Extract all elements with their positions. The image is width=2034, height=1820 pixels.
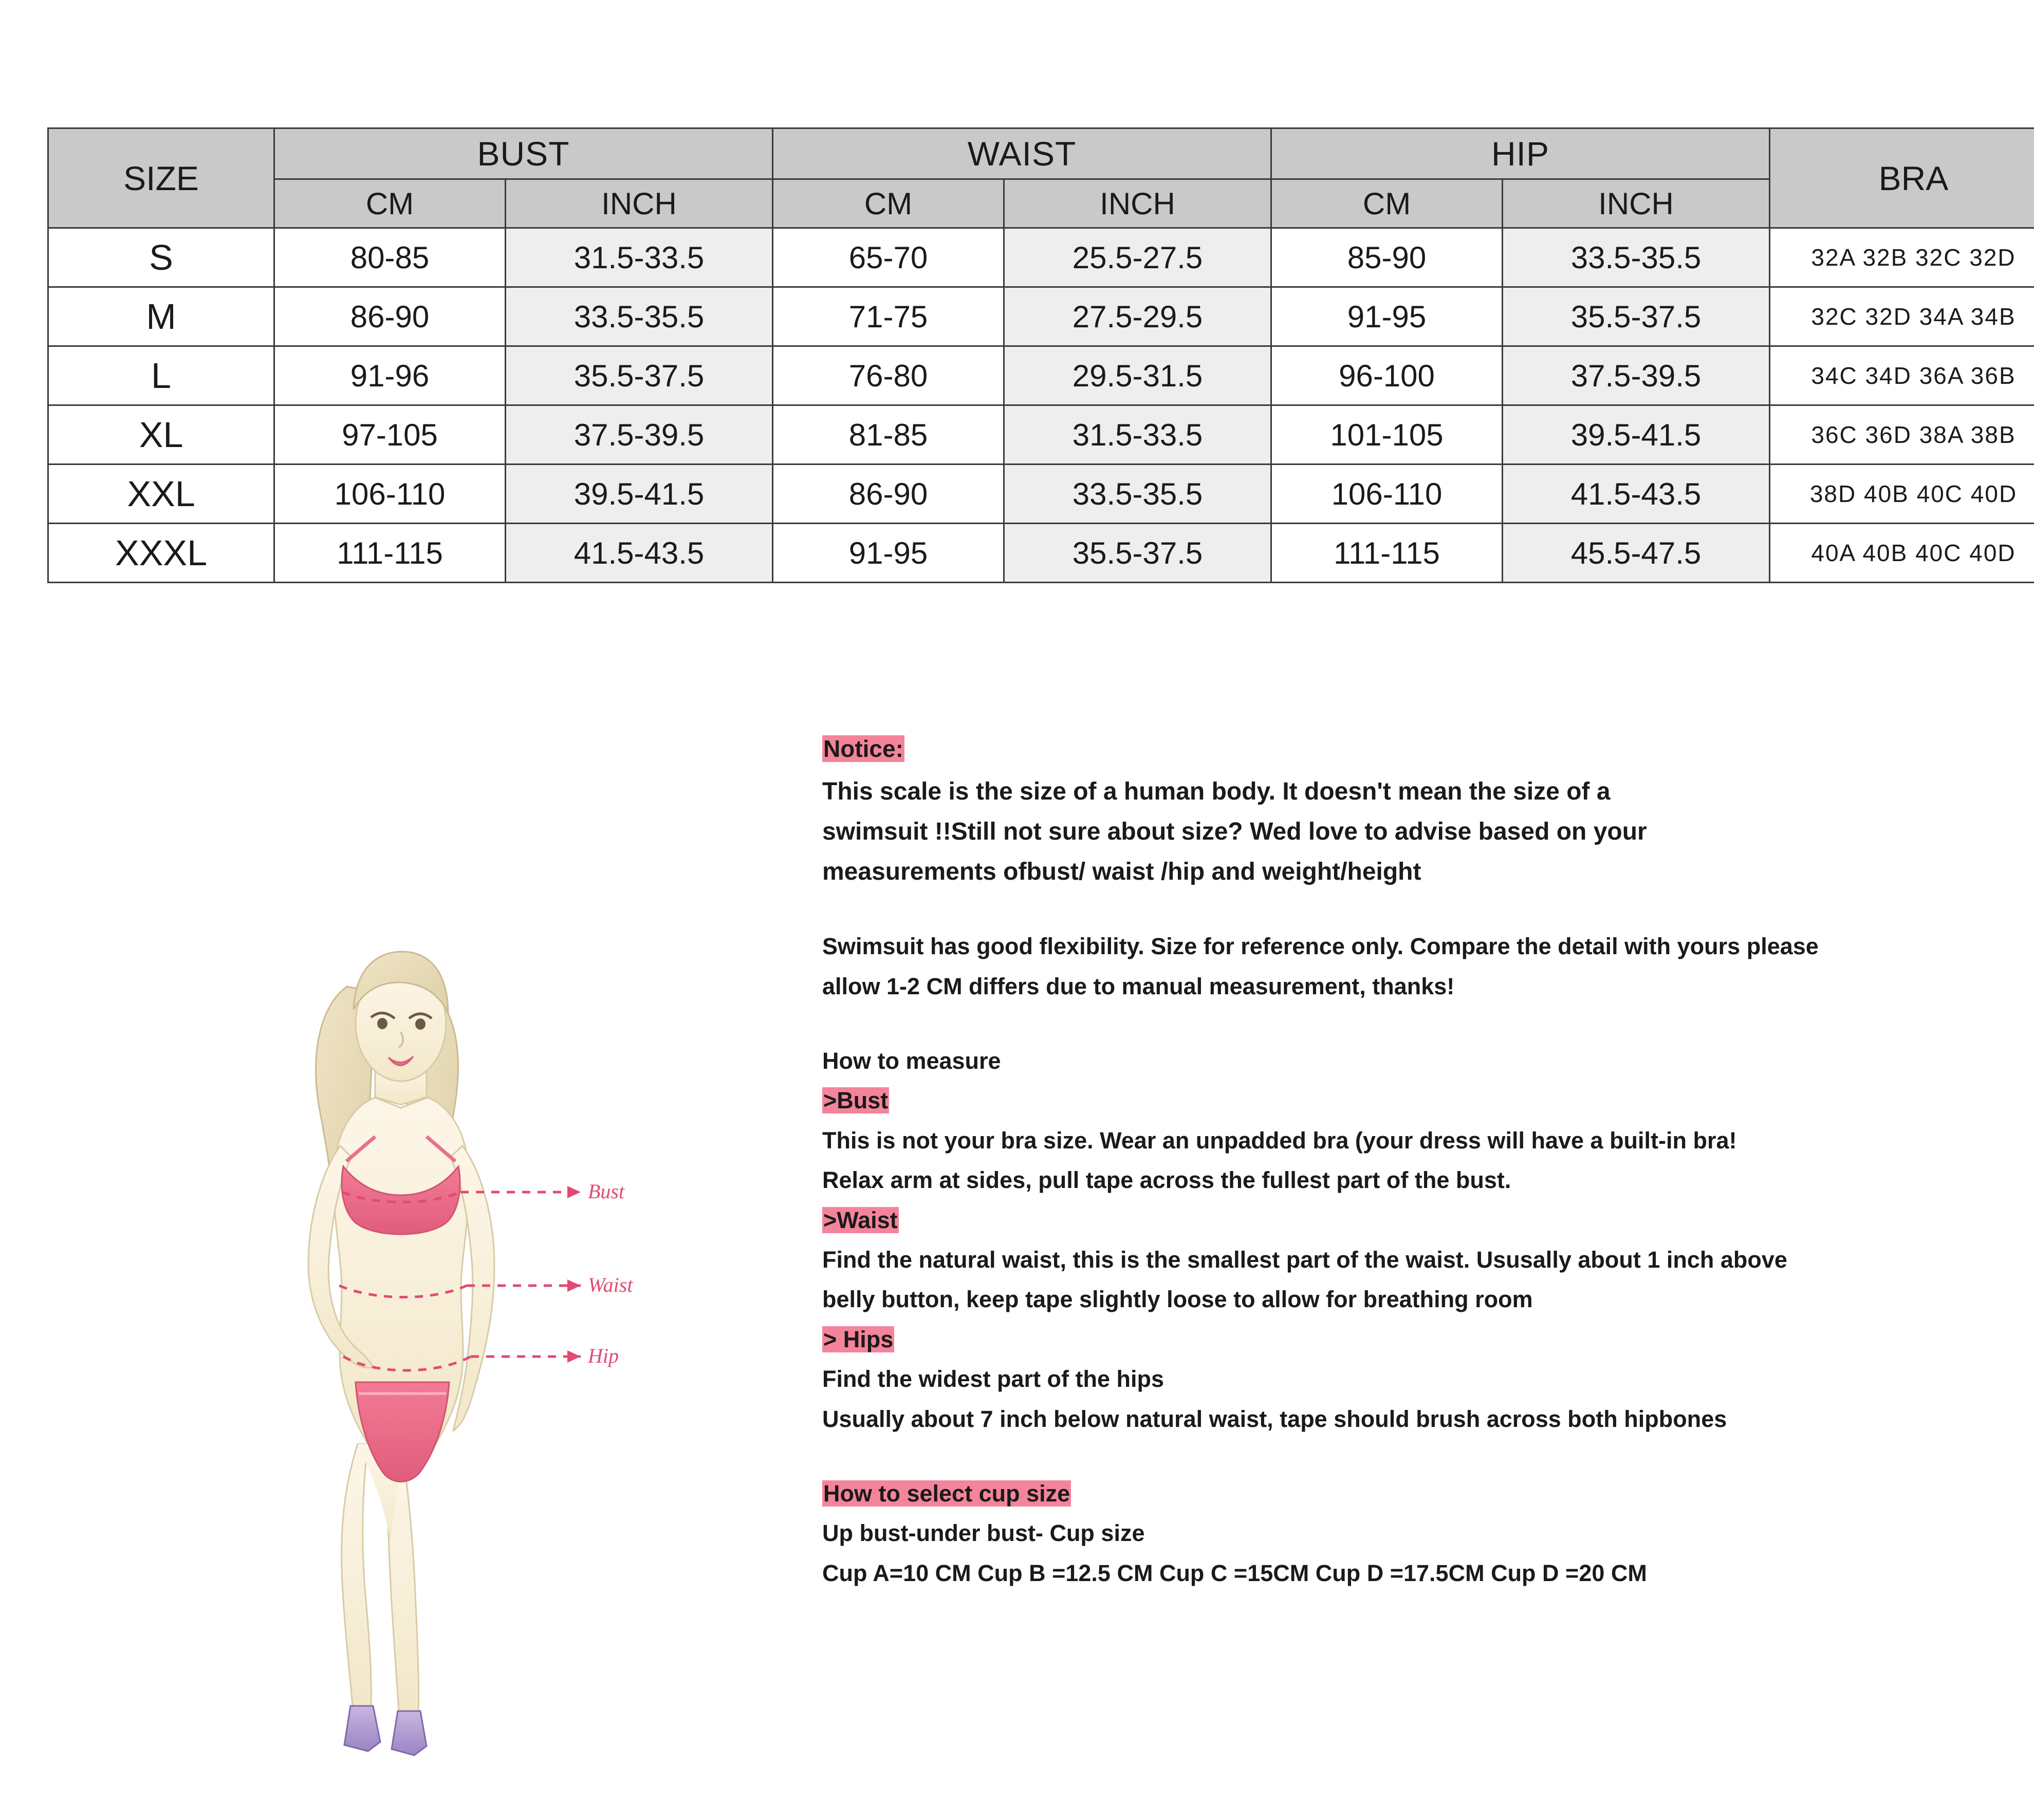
table-row <box>48 346 2034 405</box>
cell-bust-in: 39.5-41.5 <box>506 465 773 524</box>
table-row <box>48 465 2034 524</box>
cup-size-line-2: Cup A=10 CM Cup B =12.5 CM Cup C =15CM Cup D =17.5CM Cup D =20 CM <box>822 1559 1647 1586</box>
header-bust-cm: CM <box>274 179 506 228</box>
cell-waist-cm: 81-85 <box>773 405 1004 465</box>
waist-tag-row <box>822 1200 1994 1240</box>
cell-bust-in: 31.5-33.5 <box>506 228 773 287</box>
cell-bra: 40A 40B 40C 40D <box>1770 524 2034 583</box>
cell-bust-cm: 86-90 <box>274 287 506 346</box>
table-row <box>48 405 2034 465</box>
hips-tag: > Hips <box>823 1326 894 1352</box>
cell-bra: 34C 34D 36A 36B <box>1770 346 2034 405</box>
cell-hip-in: 33.5-35.5 <box>1503 228 1770 287</box>
hips-instruction-2: Usually about 7 inch below natural waist, tape should brush across both hipbones <box>822 1405 1727 1432</box>
cell-bust-in: 41.5-43.5 <box>506 524 773 583</box>
cell-bust-cm: 106-110 <box>274 465 506 524</box>
bust-tag: >Bust <box>823 1087 889 1114</box>
flexibility-line-2: allow 1-2 CM differs due to manual measurement, thanks! <box>822 973 1455 999</box>
waist-tag: >Waist <box>823 1206 898 1233</box>
shoe-right <box>392 1711 427 1755</box>
table-header-row-1 <box>48 128 2034 179</box>
cell-hip-cm: 106-110 <box>1271 465 1503 524</box>
waist-label: Waist <box>588 1273 633 1296</box>
cell-size: XXL <box>48 465 274 524</box>
cell-bra: 36C 36D 38A 38B <box>1770 405 2034 465</box>
pupil-left <box>377 1018 387 1029</box>
cup-size-line-1: Up bust-under bust- Cup size <box>822 1520 1145 1547</box>
instructions-section <box>0 735 2034 1814</box>
notice-line-1: This scale is the size of a human body. It doesn't mean the size of a <box>822 778 1611 805</box>
bust-label: Bust <box>588 1180 625 1203</box>
leg-left <box>342 1444 372 1706</box>
size-chart-table <box>47 127 2034 583</box>
cell-bust-in: 35.5-37.5 <box>506 346 773 405</box>
cell-bust-in: 37.5-39.5 <box>506 405 773 465</box>
notice-title-row <box>822 735 1994 763</box>
shoe-left <box>344 1706 380 1751</box>
waist-instruction-2: belly button, keep tape slightly loose to allow for breathing room <box>822 1286 1533 1313</box>
body-measurement-illustration <box>221 904 735 1778</box>
cell-bust-cm: 97-105 <box>274 405 506 465</box>
cell-waist-in: 29.5-31.5 <box>1004 346 1271 405</box>
cell-bra: 38D 40B 40C 40D <box>1770 465 2034 524</box>
cell-hip-cm: 101-105 <box>1271 405 1503 465</box>
header-waist-inch: INCH <box>1004 179 1271 228</box>
cell-size: L <box>48 346 274 405</box>
waist-instruction-1: Find the natural waist, this is the smallest part of the waist. Ususally about 1 inch above <box>822 1246 1787 1273</box>
table-row <box>48 228 2034 287</box>
cell-hip-in: 35.5-37.5 <box>1503 287 1770 346</box>
cell-waist-cm: 65-70 <box>773 228 1004 287</box>
cell-waist-in: 31.5-33.5 <box>1004 405 1271 465</box>
cell-size: XL <box>48 405 274 465</box>
cell-size: M <box>48 287 274 346</box>
cell-size: S <box>48 228 274 287</box>
bust-instruction-2: Relax arm at sides, pull tape across the fullest part of the bust. <box>822 1167 1511 1194</box>
header-hip-inch: INCH <box>1503 179 1770 228</box>
hips-tag-row <box>822 1320 1994 1359</box>
cell-bust-in: 33.5-35.5 <box>506 287 773 346</box>
cell-hip-in: 41.5-43.5 <box>1503 465 1770 524</box>
cell-waist-in: 27.5-29.5 <box>1004 287 1271 346</box>
cell-hip-cm: 111-115 <box>1271 524 1503 583</box>
cell-waist-in: 35.5-37.5 <box>1004 524 1271 583</box>
table-header-row-2 <box>48 179 2034 228</box>
bust-instruction-1: This is not your bra size. Wear an unpadded bra (your dress will have a built-in bra! <box>822 1127 1737 1154</box>
size-chart-table-container <box>47 127 2018 583</box>
cell-bust-cm: 111-115 <box>274 524 506 583</box>
table-row <box>48 524 2034 583</box>
cell-waist-in: 25.5-27.5 <box>1004 228 1271 287</box>
notice-line-2: swimsuit !!Still not sure about size? Wed love to advise based on your <box>822 818 1647 845</box>
header-bust-inch: INCH <box>506 179 773 228</box>
header-size: SIZE <box>48 128 274 228</box>
cell-bra: 32C 32D 34A 34B <box>1770 287 2034 346</box>
notice-title: Notice: <box>823 735 903 762</box>
header-hip: HIP <box>1271 128 1770 179</box>
hip-label: Hip <box>588 1344 619 1367</box>
hips-instruction-1: Find the widest part of the hips <box>822 1366 1164 1392</box>
cup-size-heading-row <box>822 1474 1994 1513</box>
header-bust: BUST <box>274 128 773 179</box>
cell-hip-in: 45.5-47.5 <box>1503 524 1770 583</box>
cell-waist-in: 33.5-35.5 <box>1004 465 1271 524</box>
notice-line-3: measurements ofbust/ waist /hip and weight/height <box>822 858 1421 885</box>
cell-hip-in: 39.5-41.5 <box>1503 405 1770 465</box>
cell-waist-cm: 71-75 <box>773 287 1004 346</box>
cell-bust-cm: 91-96 <box>274 346 506 405</box>
cell-waist-cm: 86-90 <box>773 465 1004 524</box>
cell-hip-cm: 85-90 <box>1271 228 1503 287</box>
cell-hip-cm: 96-100 <box>1271 346 1503 405</box>
instructions-text-column <box>822 735 1994 1593</box>
cup-size-heading: How to select cup size <box>823 1480 1070 1507</box>
cell-waist-cm: 76-80 <box>773 346 1004 405</box>
table-row <box>48 287 2034 346</box>
flexibility-line-1: Swimsuit has good flexibility. Size for reference only. Compare the detail with yours please <box>822 933 1819 960</box>
cell-bra: 32A 32B 32C 32D <box>1770 228 2034 287</box>
pupil-right <box>415 1018 426 1030</box>
cell-hip-in: 37.5-39.5 <box>1503 346 1770 405</box>
how-to-measure-heading: How to measure <box>822 1048 1001 1074</box>
header-bra: BRA <box>1770 128 2034 228</box>
cell-waist-cm: 91-95 <box>773 524 1004 583</box>
cell-hip-cm: 91-95 <box>1271 287 1503 346</box>
cell-bust-cm: 80-85 <box>274 228 506 287</box>
cell-size: XXXL <box>48 524 274 583</box>
header-hip-cm: CM <box>1271 179 1503 228</box>
header-waist-cm: CM <box>773 179 1004 228</box>
bust-tag-row <box>822 1081 1994 1120</box>
header-waist: WAIST <box>773 128 1271 179</box>
